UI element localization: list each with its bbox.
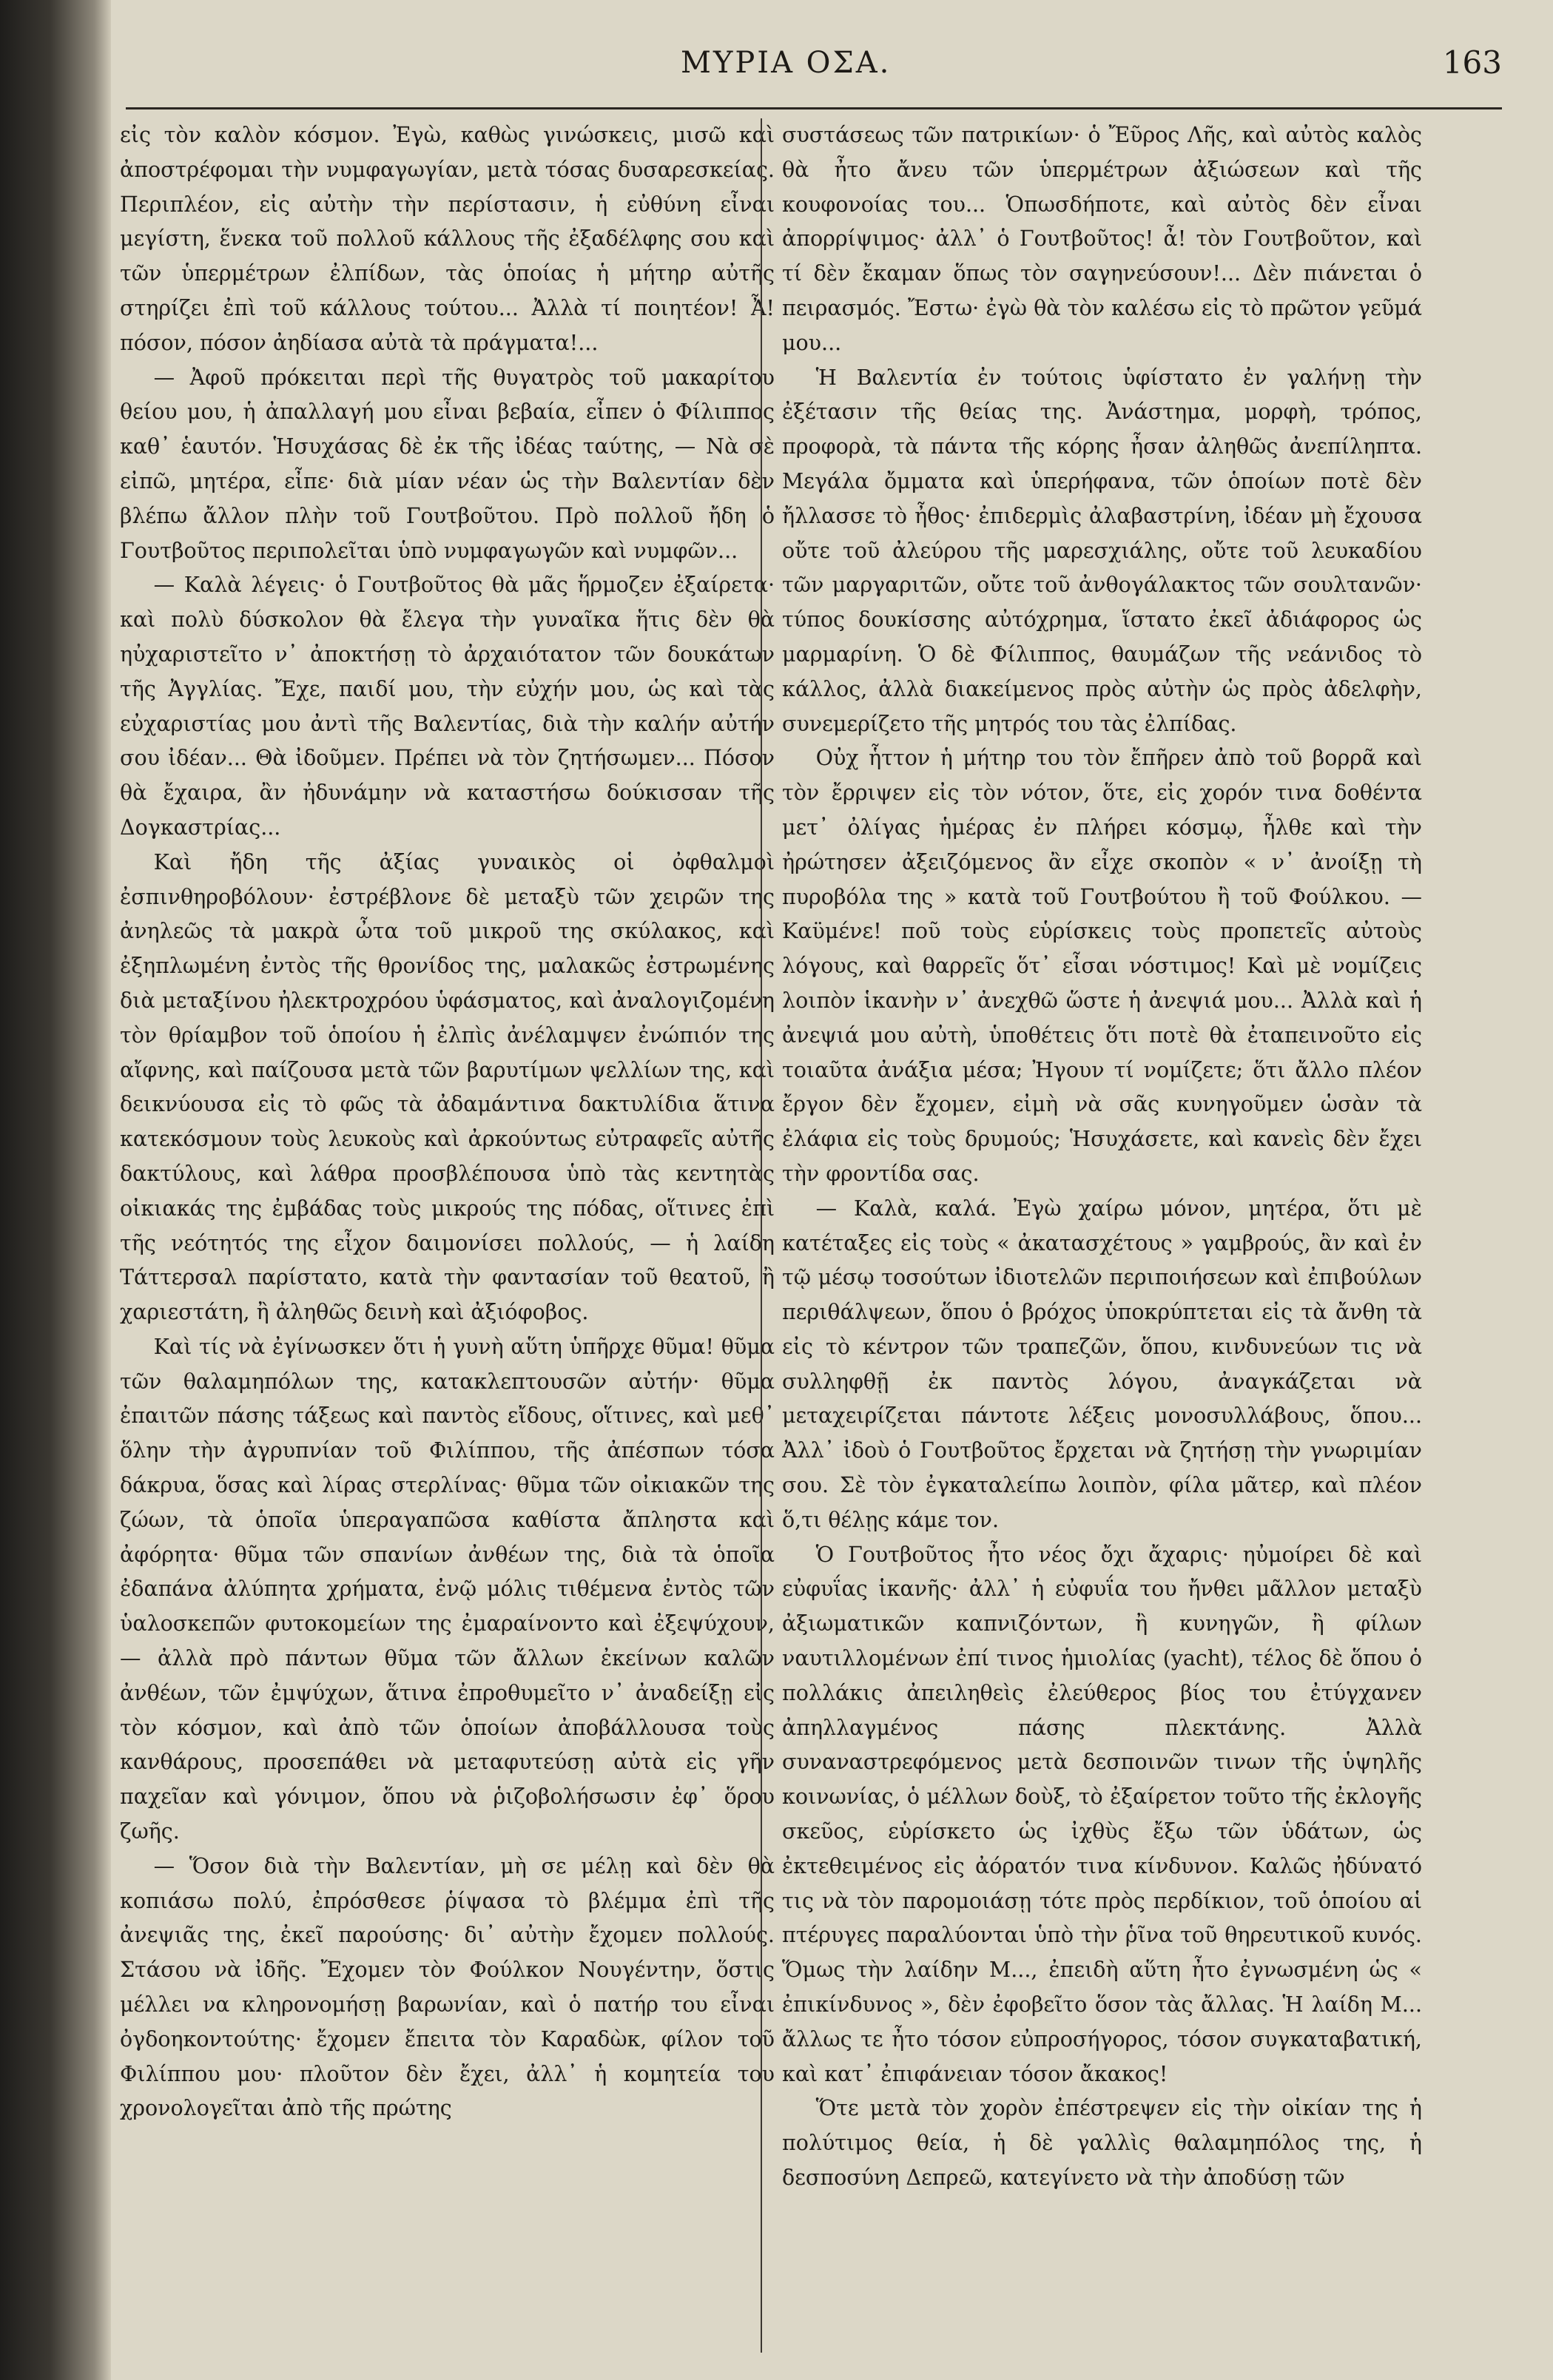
book-gutter-shadow bbox=[0, 0, 111, 2380]
paragraph: Ὁ Γουτβοῦτος ἦτο νέος ὄχι ἄχαρις· ηὐμοίρει δὲ καὶ εὐφυΐας ἱκανῆς· ἀλλ᾽ ἡ εὐφυΐα του ἤνθει μᾶλλον μεταξὺ ἀξιωματικῶν καπνιζόντων, ἢ κυνηγῶν, ἢ φίλων ναυτιλλομένων ἐπί τινος ἡμιολίας (yacht), τέλος δὲ ὅπου ὁ πολλάκις ἀπειληθεὶς ἐλεύθερος βίος του ἐτύγχανεν ἀπηλλαγμένος πάσης πλεκτάνης. Ἀλλὰ συναναστρεφόμενος μετὰ δεσποινῶν τινων τῆς ὑψηλῆς κοινωνίας, ὁ μέλλων δοὺξ, τὸ ἐξαίρετον τοῦτο τῆς ἐκλογῆς σκεῦος, εὑρίσκετο ὡς ἰχθὺς ἔξω τῶν ὑδάτων, ὡς ἐκτεθειμένος εἰς ἀόρατόν τινα κίνδυνον. Καλῶς ἠδύνατό τις νὰ τὸν παρομοιάσῃ τότε πρὸς περδίκιον, τοῦ ὁποίου αἱ πτέρυγες παραλύονται ὑπὸ τὴν ῥῖνα τοῦ θηρευτικοῦ κυνός. Ὅμως τὴν λαίδην Μ..., ἐπειδὴ αὕτη ἦτο ἐγνωσμένη ὡς « ἐπικίνδυνος », δὲν ἐφοβεῖτο ὅσον τὰς ἄλλας. Ἡ λαίδη Μ... ἄλλως τε ἦτο τόσον εὐπροσήγορος, τόσον συγκαταβατική, καὶ κατ᾽ ἐπιφάνειαν τόσον ἄκακος! bbox=[782, 1542, 1422, 2086]
running-head: ΜΥΡΙΑ ΟΣΑ. bbox=[681, 46, 892, 80]
paragraph: Οὐχ ἧττον ἡ μήτηρ του τὸν ἔπῆρεν ἀπὸ τοῦ βορρᾶ καὶ τὸν ἔρριψεν εἰς τὸν νότον, ὅτε, εἰς χορόν τινα δοθέντα μετ᾽ ὀλίγας ἡμέρας ἐν πλήρει κόσμῳ, ἦλθε καὶ τὴν ἠρώτησεν ἀξειζόμενος ἂν εἶχε σκοπὸν « ν᾽ ἀνοίξῃ τὴ πυροβόλα της » κατὰ τοῦ Γουτβούτου ἢ τοῦ Φούλκου. — Καϋμένε! ποῦ τοὺς εὑρίσκεις τοὺς προπετεῖς αὐτοὺς λόγους, καὶ θαρρεῖς ὅτ᾽ εἶσαι νόστιμος! Καὶ μὲ νομίζεις λοιπὸν ἱκανὴν ν᾽ ἀνεχθῶ ὥστε ἡ ἀνεψιά μου... Ἀλλὰ καὶ ἡ ἀνεψιά μου αὐτὴ, ὑποθέτεις ὅτι ποτὲ θὰ ἐταπεινοῦτο εἰς τοιαῦτα ἀνάξια μέσα; Ἠγουν τί νομίζετε; ὅτι ἄλλο πλέον ἔργον δὲν ἔχομεν, εἰμὴ νὰ σᾶς κυνηγοῦμεν ὡσὰν τὰ ἐλάφια εἰς τοὺς δρυμούς; Ἡσυχάσετε, καὶ κανεὶς δὲν ἔχει τὴν φροντίδα σας. bbox=[782, 746, 1422, 1186]
page-number: 163 bbox=[1442, 44, 1502, 81]
paragraph: — Ὅσον διὰ τὴν Βαλεντίαν, μὴ σε μέλῃ καὶ δὲν θὰ κοπιάσω πολύ, ἐπρόσθεσε ῥίψασα τὸ βλέμμα ἐπὶ τῆς ἀνεψιᾶς της, ἐκεῖ παρούσης· δι᾽ αὐτὴν ἔχομεν πολλούς. Στάσου νὰ ἰδῆς. Ἔχομεν τὸν Φούλκον Νουγέντην, ὅστις μέλλει να κληρονομήσῃ βαρωνίαν, καὶ ὁ πατήρ του εἶναι ὀγδοηκοντούτης· ἔχομεν ἔπειτα τὸν Καραδὼκ, φίλον τοῦ Φιλίππου μου· πλοῦτον δὲν ἔχει, ἀλλ᾽ ἡ κομητεία του χρονολογεῖται ἀπὸ τῆς πρώτης bbox=[120, 1853, 775, 2121]
paragraph: Ἡ Βαλεντία ἐν τούτοις ὑφίστατο ἐν γαλήνῃ τὴν ἐξέτασιν τῆς θείας της. Ἀνάστημα, μορφὴ, τρόπος, προφορὰ, τὰ πάντα τῆς κόρης ἦσαν ἀληθῶς ἀνεπίληπτα. Μεγάλα ὄμματα καὶ ὑπερήφανα, τῶν ὁποίων ποτὲ δὲν ἤλλασσε τὸ ἦθος· ἐπιδερμὶς ἀλαβαστρίνη, ἰδέαν μὴ ἔχουσα οὔτε τοῦ ἀλεύρου τῆς μαρεσχιάλης, οὔτε τοῦ λευκαδίου τῶν μαργαριτῶν, οὔτε τοῦ ἀνθογάλακτος τῶν σουλτανῶν· τύπος δουκίσσης αὐτόχρημα, ἵστατο ἐκεῖ ἀδιάφορος ὡς μαρμαρίνη. Ὁ δὲ Φίλιππος, θαυμάζων τῆς νεάνιδος τὸ κάλλος, ἀλλὰ διακείμενος πρὸς αὐτὴν ὡς πρὸς ἀδελφὴν, συνεμερίζετο τῆς μητρός του τὰς ἐλπίδας. bbox=[782, 365, 1422, 736]
paragraph: — Καλὰ, καλά. Ἐγὼ χαίρω μόνον, μητέρα, ὅτι μὲ κατέταξες εἰς τοὺς « ἀκατασχέτους » γαμβρούς, ἂν καὶ ἐν τῷ μέσῳ τοσούτων ἰδιοτελῶν περιποιήσεων καὶ ἐπιβούλων περιθάλψεων, ὅπου ὁ βρόχος ὑποκρύπτεται εἰς τὰ ἄνθη τὰ εἰς τὸ κέντρον τῶν τραπεζῶν, ὅπου, κινδυνεύων τις νὰ συλληφθῇ ἐκ παντὸς λόγου, ἀναγκάζεται νὰ μεταχειρίζεται πάντοτε λέξεις μονοσυλλάβους, ὅπου... Ἀλλ᾽ ἰδοὺ ὁ Γουτβοῦτος ἔρχεται νὰ ζητήσῃ τὴν γνωριμίαν σου. Σὲ τὸν ἐγκαταλείπω λοιπὸν, φίλα μᾶτερ, καὶ πλέον ὅ,τι θέλῃς κάμε τον. bbox=[782, 1196, 1422, 1532]
paragraph: — Καλὰ λέγεις· ὁ Γουτβοῦτος θὰ μᾶς ἥρμοζεν ἐξαίρετα· καὶ πολὺ δύσκολον θὰ ἔλεγα τὴν γυναῖκα ἥτις δὲν θὰ ηὐχαριστεῖτο ν᾽ ἀποκτήσῃ τὸ ἀρχαιότατον τῶν δουκάτων τῆς Ἀγγλίας. Ἔχε, παιδί μου, τὴν εὐχήν μου, ὡς καὶ τὰς εὐχαριστίας μου ἀντὶ τῆς Βαλεντίας, διὰ τὴν καλήν αὐτήν σου ἰδέαν... Θὰ ἰδοῦμεν. Πρέπει νὰ τὸν ζητήσωμεν... Πόσον θὰ ἔχαιρα, ἂν ἠδυνάμην νὰ καταστήσω δούκισσαν τῆς Δογκαστρίας... bbox=[120, 573, 775, 840]
paragraph: συστάσεως τῶν πατρικίων· ὁ Ἔῦρος Λῆς, καὶ αὐτὸς καλὸς θὰ ἦτο ἄνευ τῶν ὑπερμέτρων ἀξιώσεων καὶ τῆς κουφονοίας του... Ὁπωσδήποτε, καὶ αὐτὸς δὲν εἶναι ἀπορρίψιμος· ἀλλ᾽ ὁ Γουτβοῦτος! ἆ! τὸν Γουτβοῦτον, καὶ τί δὲν ἔκαμαν ὅπως τὸν σαγηνεύσουν!... Δὲν πιάνεται ὁ πειρασμός. Ἔστω· ἐγὼ θὰ τὸν καλέσω εἰς τὸ πρῶτον γεῦμά μου... bbox=[782, 123, 1422, 355]
paragraph: εἰς τὸν καλὸν κόσμον. Ἐγὼ, καθὼς γινώσκεις, μισῶ καὶ ἀποστρέφομαι τὴν νυμφαγωγίαν, μετὰ τόσας δυσαρεσκείας. Περιπλέον, εἰς αὐτὴν τὴν περίστασιν, ἡ εὐθύνη εἶναι μεγίστη, ἕνεκα τοῦ πολλοῦ κάλλους τῆς ἐξαδέλφης σου καὶ τῶν ὑπερμέτρων ἐλπίδων, τὰς ὁποίας ἡ μήτηρ αὐτῆς στηρίζει ἐπὶ τοῦ κάλλους τούτου... Ἀλλὰ τί ποιητέον! Ἆ! πόσον, πόσον ἀηδίασα αὐτὰ τὰ πράγματα!... bbox=[120, 123, 775, 355]
paragraph: — Ἀφοῦ πρόκειται περὶ τῆς θυγατρὸς τοῦ μακαρίτου θείου μου, ἡ ἀπαλλαγή μου εἶναι βεβαία, εἶπεν ὁ Φίλιππος καθ᾽ ἑαυτόν. Ἡσυχάσας δὲ ἐκ τῆς ἰδέας ταύτης, — Νὰ σὲ εἰπῶ, μητέρα, εἶπε· διὰ μίαν νέαν ὡς τὴν Βαλεντίαν δὲν βλέπω ἄλλον πλὴν τοῦ Γουτβοῦτου. Πρὸ πολλοῦ ἤδη ὁ Γουτβοῦτος περιπολεῖται ὑπὸ νυμφαγωγῶν καὶ νυμφῶν... bbox=[120, 365, 775, 563]
paragraph: Ὅτε μετὰ τὸν χορὸν ἐπέστρεψεν εἰς τὴν οἰκίαν της ἡ πολύτιμος θεία, ἡ δὲ γαλλὶς θαλαμηπόλος της, ἡ δεσποσύνη Δεπρεῶ, κατεγίνετο νὰ τὴν ἀποδύσῃ τῶν bbox=[782, 2096, 1422, 2191]
paragraph: Καὶ τίς νὰ ἐγίνωσκεν ὅτι ἡ γυνὴ αὕτη ὑπῆρχε θῦμα! θῦμα τῶν θαλαμηπόλων της, κατακλεπτουσῶν αὐτήν· θῦμα ἐπαιτῶν πάσης τάξεως καὶ παντὸς εἴδους, οἵτινες, καὶ μεθ᾽ ὅλην τὴν ἀγρυπνίαν τοῦ Φιλίππου, τῆς ἀπέσπων τόσα δάκρυα, ὅσας καὶ λίρας στερλίνας· θῦμα τῶν οἰκιακῶν της ζώων, τὰ ὁποῖα ὑπεραγαπῶσα καθίστα ἄπληστα καὶ ἀφόρητα· θῦμα τῶν σπανίων ἀνθέων της, διὰ τὰ ὁποῖα ἐδαπάνα ἀλύπητα χρήματα, ἐνῷ μόλις τιθέμενα ἐντὸς τῶν ὑαλοσκεπῶν φυτοκομείων της ἐμαραίνοντο καὶ ἐξεψύχουν, — ἀλλὰ πρὸ πάντων θῦμα τῶν ἄλλων ἐκείνων καλῶν ἀνθέων, τῶν ἐμψύχων, ἅτινα ἐπροθυμεῖτο ν᾽ ἀναδείξῃ εἰς τὸν κόσμον, καὶ ἀπὸ τῶν ὁποίων ἀποβάλλουσα τοὺς κανθάρους, προσεπάθει νὰ μεταφυτεύσῃ αὐτὰ εἰς γῆν παχεῖαν καὶ γόνιμον, ὅπου νὰ ῥιζοβολήσωσιν ἐφ᾽ ὅρου ζωῆς. bbox=[120, 1334, 775, 1844]
left-column bbox=[120, 118, 775, 2360]
column-divider bbox=[761, 118, 762, 2353]
paragraph: Καὶ ἤδη τῆς ἀξίας γυναικὸς οἱ ὀφθαλμοὶ ἐσπινθηροβόλουν· ἐστρέβλονε δὲ μεταξὺ τῶν χειρῶν της ἀνηλεῶς τὰ μακρὰ ὦτα τοῦ μικροῦ της σκύλακος, καὶ ἐξηπλωμένη ἐντὸς τῆς θρονίδος της, μαλακῶς ἐστρωμένης διὰ μεταξίνου ἠλεκτροχρόου ὑφάσματος, καὶ ἀναλογιζομένη τὸν θρίαμβον τοῦ ὁποίου ἡ ἐλπὶς ἀνέλαμψεν ἐνώπιόν της αἴφνης, καὶ παίζουσα μετὰ τῶν βαρυτίμων ψελλίων της, καὶ δεικνύουσα εἰς τὸ φῶς τὰ ἀδαμάντινα δακτυλίδια ἅτινα κατεκόσμουν τοὺς λευκοὺς καὶ ἀρκούντως εὐτραφεῖς αὐτῆς δακτύλους, καὶ λάθρα προσβλέπουσα ὑπὸ τὰς κεντητὰς οἰκιακάς της ἐμβάδας τοὺς μικρούς της πόδας, οἵτινες ἐπὶ τῆς νεότητός της εἶχον δαιμονίσει πολλούς, — ἡ λαίδη Τάττερσαλ παρίστατο, κατὰ τὴν φαντασίαν τοῦ θεατοῦ, ἢ χαριεστάτη, ἢ ἀληθῶς δεινὴ καὶ ἀξιόφοβος. bbox=[120, 849, 775, 1325]
header-rule bbox=[126, 107, 1502, 109]
right-column bbox=[782, 118, 1422, 2360]
page-header bbox=[118, 46, 1509, 98]
